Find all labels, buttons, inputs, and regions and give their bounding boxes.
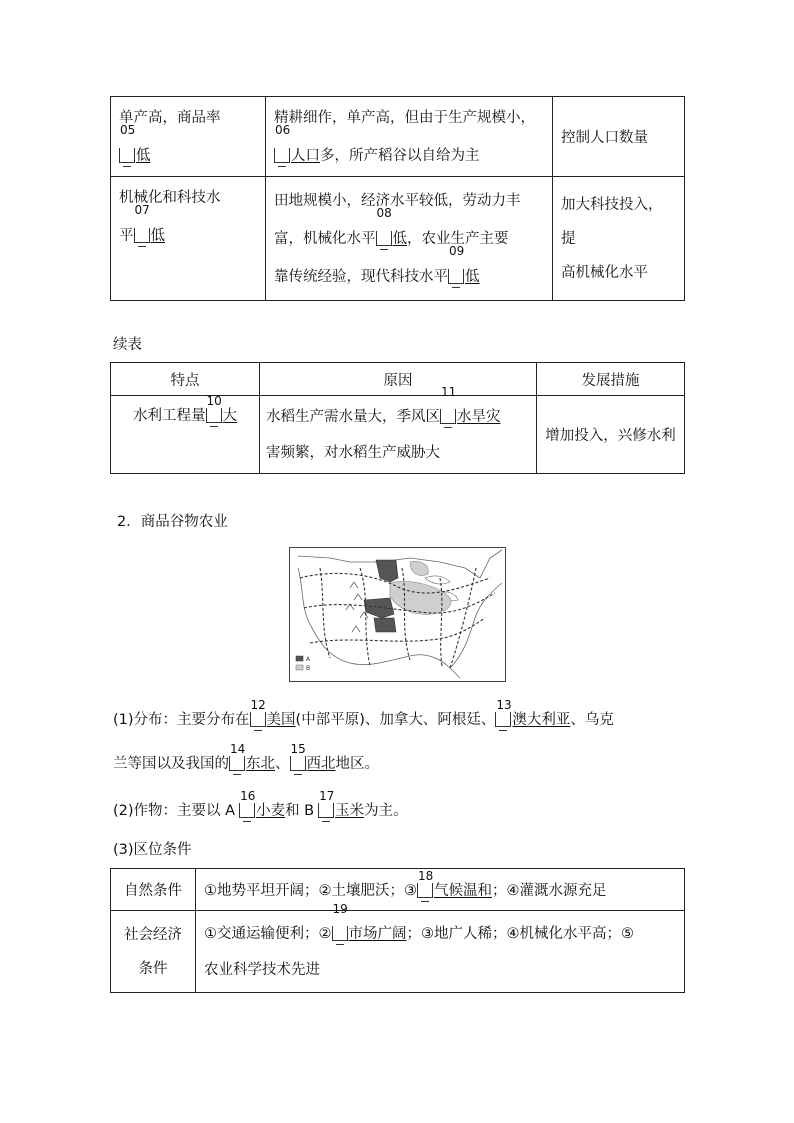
answer-text: 低 <box>392 230 407 247</box>
answer-text: 美国 <box>266 712 296 728</box>
text: 和 B <box>285 803 315 819</box>
blank-number: 18 <box>418 869 434 883</box>
column-header-measure: 发展措施 <box>537 363 685 396</box>
table-rice-farming-continued-top <box>110 96 685 301</box>
answer-blank <box>250 698 267 728</box>
text: (中部平原)、加拿大、阿根廷、 <box>295 712 496 728</box>
answer-blank <box>239 789 256 819</box>
blank-number: 19 <box>332 901 348 916</box>
region-a-wheat <box>376 560 398 582</box>
blank-number: 14 <box>230 742 246 756</box>
blank-number: 10 <box>206 394 222 408</box>
answer-blank <box>318 789 335 819</box>
cell-text: 高机械化水平 <box>561 264 648 281</box>
legend-swatch-b <box>296 665 303 670</box>
grain-farming-map <box>289 547 506 682</box>
cell-text: 农业科学技术先进 <box>204 961 320 978</box>
legend-swatch-a <box>296 656 303 661</box>
table-cell-reason <box>266 97 553 177</box>
cell-text: 单产高，商品率 <box>119 109 221 126</box>
text: 地区。 <box>335 756 379 772</box>
blank-number: 08 <box>376 205 392 220</box>
blank-number: 07 <box>134 203 150 217</box>
cell-text: 增加投入，兴修水利 <box>545 428 676 444</box>
answer-blank <box>495 698 512 728</box>
cell-text: 害频繁，对水稻生产威胁大 <box>266 444 440 461</box>
answer-blank <box>274 122 291 175</box>
column-header-feature: 特点 <box>111 363 260 396</box>
text: (1)分布：主要分布在 <box>113 712 250 728</box>
cell-text: ；④灌溉水源充足 <box>492 883 607 899</box>
cell-text: 多，所产稻谷以自给为主 <box>320 147 480 164</box>
table-row <box>111 177 685 301</box>
cell-text: 田地规模小，经济水平较低，劳动力丰 <box>274 192 521 209</box>
answer-blank <box>448 243 465 296</box>
text: (2)作物：主要以 A <box>113 803 236 819</box>
cell-text: 富，机械化水平 <box>274 230 376 247</box>
answer-blank <box>440 384 457 435</box>
table-cell-feature <box>111 177 266 301</box>
row-label-social <box>111 911 196 993</box>
table-row <box>111 911 685 993</box>
answer-text: 市场广阔 <box>348 925 407 942</box>
table-cell-measure <box>537 396 685 474</box>
blank-number: 05 <box>120 122 136 137</box>
cell-text: ，农业生产主要 <box>407 230 509 247</box>
answer-blank <box>206 394 223 424</box>
cell-text: ；③地广人稀；④机械化水平高；⑤ <box>406 925 634 942</box>
blank-number: 17 <box>319 789 335 803</box>
legend-label-b: B <box>306 665 311 672</box>
table-cell-feature <box>111 396 260 474</box>
table-location-conditions <box>110 868 685 993</box>
table-cell-measure <box>553 97 685 177</box>
cell-text: 水利工程量 <box>133 408 206 424</box>
cell-text: ①地势平坦开阔；②土壤肥沃；③ <box>204 883 417 899</box>
blank-number: 06 <box>275 122 291 137</box>
table-cell-measure <box>553 177 685 301</box>
row-label-natural <box>111 869 196 911</box>
text: 为主。 <box>364 803 408 819</box>
table-row <box>111 869 685 911</box>
answer-blank <box>119 122 136 175</box>
table-cell-reason <box>266 177 553 301</box>
table-header-row <box>111 363 685 396</box>
answer-text: 小麦 <box>256 803 286 819</box>
blank-number: 11 <box>441 384 457 399</box>
answer-blank <box>134 203 151 255</box>
table-cell-social <box>196 901 685 993</box>
cell-text: 机械化和科技水 <box>119 190 221 206</box>
answer-text: 气候温和 <box>434 883 492 899</box>
blank-number: 16 <box>240 789 256 803</box>
text: 、 <box>275 756 290 772</box>
answer-text: 低 <box>136 147 151 164</box>
cell-text: 靠传统经验，现代科技水平 <box>274 268 448 285</box>
distribution-line-2 <box>113 742 379 773</box>
table-cell-reason <box>260 384 537 474</box>
answer-text: 低 <box>465 268 480 285</box>
answer-text: 玉米 <box>335 803 365 819</box>
cell-text: ①交通运输便利；② <box>204 925 332 942</box>
continued-label: 续表 <box>113 337 142 353</box>
blank-number: 09 <box>449 243 465 258</box>
answer-blank <box>290 742 307 772</box>
blank-number: 15 <box>290 742 306 756</box>
table-row <box>111 97 685 177</box>
answer-blank <box>417 869 434 899</box>
answer-blank <box>332 901 349 952</box>
table-rice-farming-continued <box>110 362 685 474</box>
answer-text: 低 <box>150 228 165 244</box>
cell-text: 条件 <box>138 960 168 977</box>
section-title: 2．商品谷物农业 <box>117 514 228 530</box>
map-drawing <box>290 548 505 681</box>
crops-line <box>113 789 408 820</box>
cell-text: 平 <box>119 228 134 244</box>
cell-text: 控制人口数量 <box>561 130 648 146</box>
blank-number: 12 <box>250 698 266 712</box>
answer-text: 东北 <box>246 756 275 772</box>
location-title: (3)区位条件 <box>113 842 192 858</box>
answer-blank <box>229 742 246 772</box>
cell-text: 水稻生产需水量大，季风区 <box>266 408 440 425</box>
column-header-reason: 原因 <box>260 363 537 396</box>
blank-number: 13 <box>496 698 512 712</box>
legend-label-a: A <box>306 656 311 663</box>
cell-text: 自然条件 <box>124 883 182 899</box>
cell-text: 精耕细作，单产高，但由于生产规模小， <box>274 109 535 126</box>
table-row <box>111 396 685 474</box>
answer-text: 西北 <box>306 756 336 772</box>
text: 、乌克 <box>570 712 614 728</box>
answer-text: 澳大利亚 <box>512 712 571 728</box>
answer-text: 人口 <box>291 147 320 164</box>
cell-text: 加大科技投入，提 <box>561 196 663 247</box>
answer-text: 大 <box>222 408 237 424</box>
table-cell-natural <box>196 869 685 911</box>
cell-text: 社会经济 <box>124 926 182 943</box>
answer-blank <box>376 205 393 258</box>
text: 兰等国以及我国的 <box>113 756 229 772</box>
table-cell-feature <box>111 97 266 177</box>
distribution-line-1 <box>113 698 614 729</box>
answer-text: 水旱灾 <box>457 408 501 425</box>
